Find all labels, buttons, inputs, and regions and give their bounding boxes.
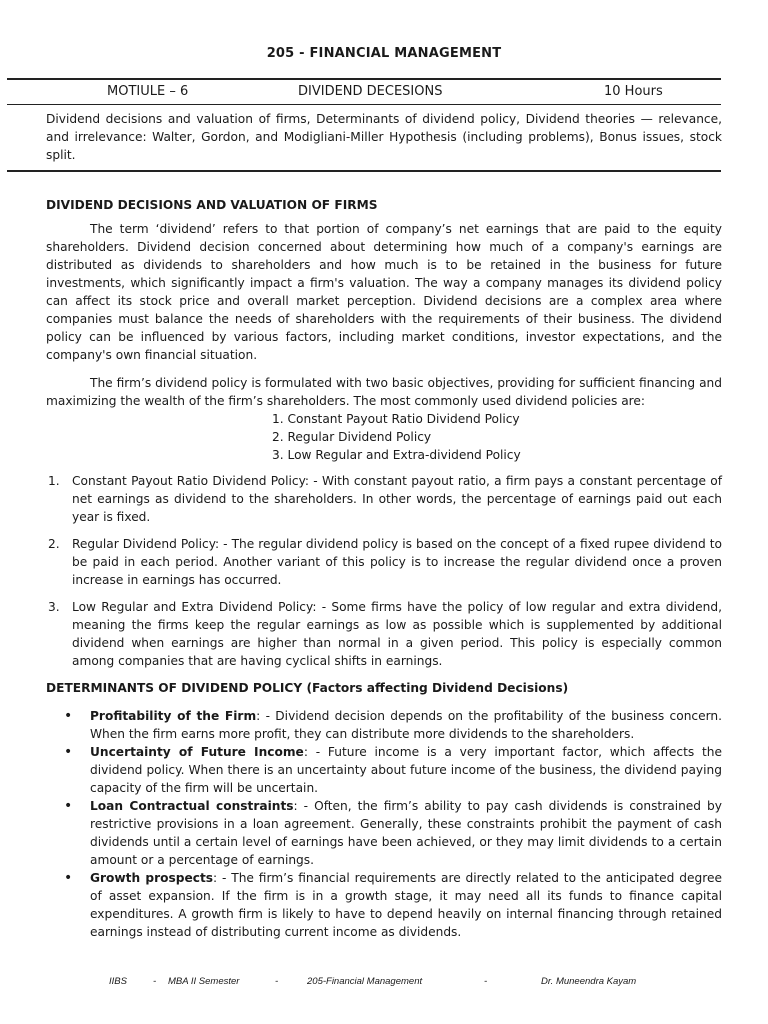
main-content xyxy=(46,196,722,941)
footer-author: Dr. Muneendra Kayam xyxy=(541,976,637,987)
determinant-title: Loan Contractual constraints xyxy=(90,799,294,813)
bullet-icon: • xyxy=(64,708,73,724)
dividend-policy-list xyxy=(272,410,722,464)
determinant-title: Profitability of the Firm xyxy=(90,709,257,723)
paragraph-dividend-definition: The term ‘dividend’ refers to that portion of company’s net earnings that are paid to the equity shareholders. Dividend decision concerned about determining how much of a company's earnings are distributed as dividends to shareholders and how much is to be retained in the business for future investments, which significantly impact a firm's valuation. The way a company manages its dividend policy can affect its stock price and overall market perception. Dividend decisions are a complex area where companies must balance the needs of shareholders with the requirements of their business. The dividend policy can be influenced by various factors, including market conditions, investor expectations, and the company's own financial situation. xyxy=(46,222,722,362)
footer-institute: IIBS xyxy=(109,976,127,987)
policy-description-item xyxy=(46,535,722,589)
module-hours: 10 Hours xyxy=(604,84,663,99)
determinant-title: Growth prospects xyxy=(90,871,214,885)
section-heading-valuation: DIVIDEND DECISIONS AND VALUATION OF FIRMS xyxy=(46,198,378,212)
determinant-title: Uncertainty of Future Income xyxy=(90,745,304,759)
dividend-policy-item: 1. Constant Payout Ratio Dividend Policy xyxy=(272,412,520,426)
determinant-description: : - Future income is a very important factor, which affects the dividend policy. When there is an uncertainty about future income of the business, the dividend paying capacity of the firm will be uncertain. xyxy=(90,745,722,795)
determinants-list xyxy=(46,707,722,941)
footer-course: 205-Financial Management xyxy=(307,976,423,987)
list-number: 3. xyxy=(48,600,60,614)
determinant-item xyxy=(46,707,722,743)
syllabus-text: Dividend decisions and valuation of firms, Determinants of dividend policy, Dividend theories — relevance, and irrelevance: Walter, Gordon, and Modigliani-Miller Hypothesis (including problems), Bonus issues, stock split. xyxy=(46,112,722,162)
top-rule xyxy=(7,78,721,80)
section-heading-determinants: DETERMINANTS OF DIVIDEND POLICY (Factors affecting Dividend Decisions) xyxy=(46,681,569,695)
bullet-icon: • xyxy=(64,798,73,814)
dividend-policy-item: 2. Regular Dividend Policy xyxy=(272,430,432,444)
determinant-item xyxy=(46,743,722,797)
list-number: 1. xyxy=(48,474,60,488)
footer-separator: - xyxy=(275,976,279,987)
policy-description-item xyxy=(46,598,722,670)
policy-description-item xyxy=(46,472,722,526)
bullet-icon: • xyxy=(64,870,73,886)
bottom-rule xyxy=(7,170,721,172)
determinant-description: : - Often, the firm’s ability to pay cash dividends is constrained by restrictive provisions in a loan agreement. Generally, these constraints prohibit the payment of cash dividends until a certain level of earnings have been achieved, or they may limit dividends to a certain amount or a percentage of earnings. xyxy=(90,799,723,867)
determinant-text xyxy=(90,869,722,941)
course-title: 205 - FINANCIAL MANAGEMENT xyxy=(266,46,502,61)
determinant-text xyxy=(90,797,722,869)
bullet-icon: • xyxy=(64,744,73,760)
determinant-item xyxy=(46,869,722,941)
module-name: DIVIDEND DECESIONS xyxy=(298,84,443,99)
footer-separator: - xyxy=(153,976,157,987)
page-footer xyxy=(0,976,768,990)
determinant-text xyxy=(90,707,722,743)
policy-description-text: Low Regular and Extra Dividend Policy: - Some firms have the policy of low regular and extra dividend, meaning the firms keep the regular earnings as low as possible which is supplemented by additional dividend when earnings are higher than normal in a given period. This policy is especially common among companies that are having cyclical shifts in earnings. xyxy=(72,600,722,668)
policy-description-list xyxy=(46,472,722,670)
determinant-description: : - Dividend decision depends on the profitability of the business concern. When the firm earns more profit, they can distribute more dividends to the shareholders. xyxy=(90,709,723,741)
determinant-item xyxy=(46,797,722,869)
policy-description-text: Regular Dividend Policy: - The regular dividend policy is based on the concept of a fixed rupee dividend to be paid in each period. Another variant of this policy is to increase the regular dividend once a proven increase in earnings has occurred. xyxy=(72,537,722,587)
dividend-policy-item: 3. Low Regular and Extra-dividend Policy xyxy=(272,448,521,462)
footer-program: MBA II Semester xyxy=(168,976,240,987)
list-number: 2. xyxy=(48,537,60,551)
footer-separator: - xyxy=(484,976,488,987)
determinant-text xyxy=(90,743,722,797)
paragraph-dividend-objectives: The firm’s dividend policy is formulated with two basic objectives, providing for sufficient financing and maximizing the wealth of the firm’s shareholders. The most commonly used dividend policies are: xyxy=(46,376,722,408)
module-number: MOTIULE – 6 xyxy=(107,84,189,99)
determinant-description: : - The firm’s financial requirements are directly related to the anticipated degree of asset expansion. If the firm is in a growth stage, it may need all its funds to finance capital expenditures. A growth firm is likely to have to depend heavily on internal financing through retained earnings instead of distributing current income as dividends. xyxy=(90,871,722,939)
middle-rule xyxy=(7,104,721,105)
module-row xyxy=(0,84,768,102)
policy-description-text: Constant Payout Ratio Dividend Policy: - With constant payout ratio, a firm pays a constant percentage of net earnings as dividend to the shareholders. In other words, the percentage of earnings paid out each year is fixed. xyxy=(72,474,722,524)
